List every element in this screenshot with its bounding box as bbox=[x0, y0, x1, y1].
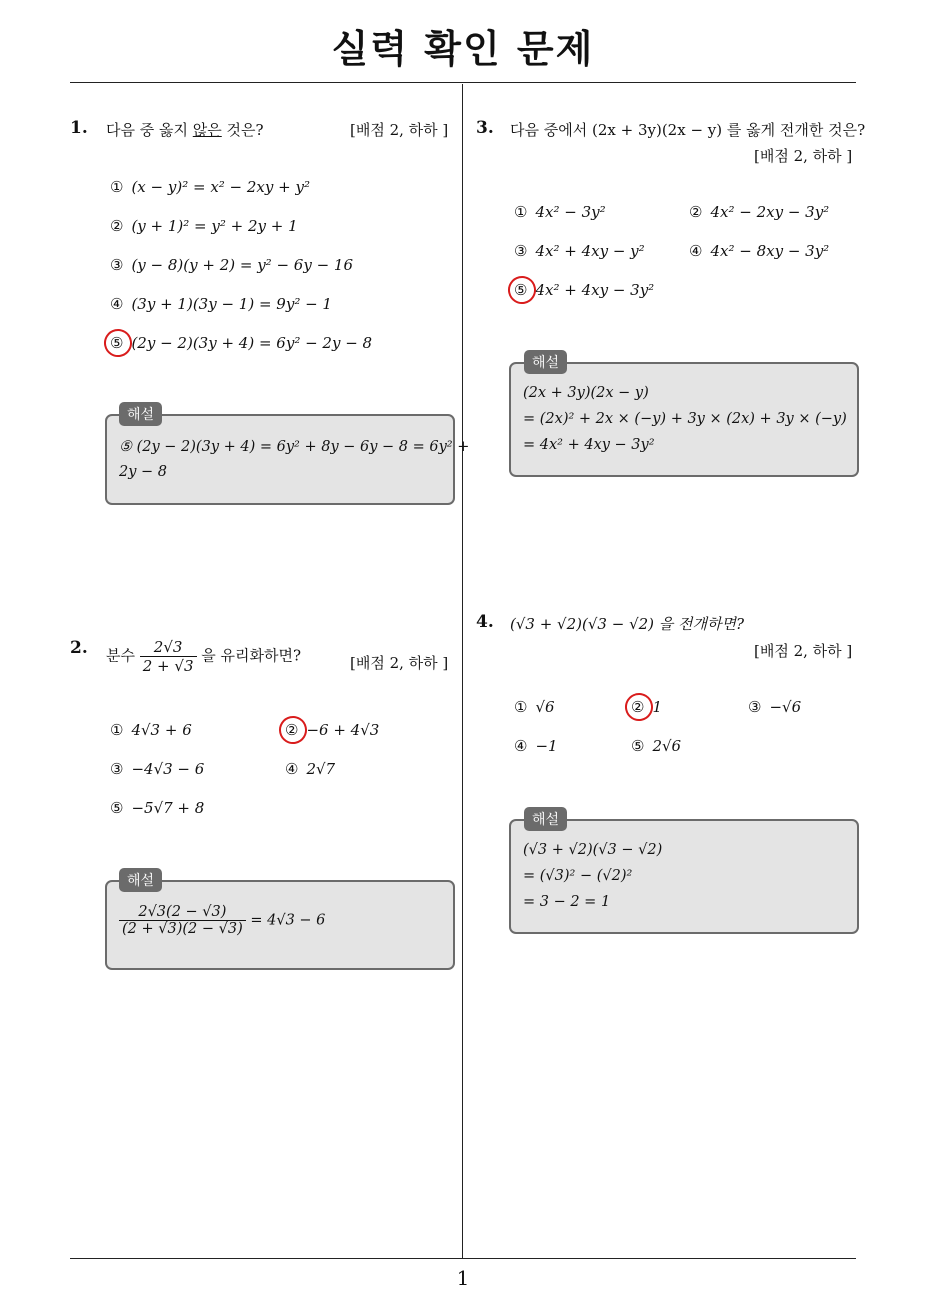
option-2[interactable]: ② (y + 1)² = y² + 2y + 1 bbox=[110, 217, 298, 235]
answer-line: (2x + 3y)(2x − y) bbox=[523, 385, 649, 401]
question-number: 4. bbox=[476, 612, 494, 632]
bottom-divider bbox=[70, 1258, 856, 1259]
answer-circle-mark bbox=[276, 713, 309, 746]
question-text: 다음 중 옳지 않은 것은? bbox=[106, 121, 264, 139]
option-2[interactable]: ② 4x² − 2xy − 3y² bbox=[689, 203, 830, 221]
score-label: [배점 2, 하하 ] bbox=[754, 147, 853, 165]
score-label: [배점 2, 하하 ] bbox=[754, 642, 853, 660]
question-number: 3. bbox=[476, 118, 494, 138]
option-5[interactable]: ⑤ −5√7 + 8 bbox=[110, 799, 205, 817]
answer-box-tag: 해설 bbox=[524, 807, 567, 831]
score-label: [배점 2, 하하 ] bbox=[350, 654, 449, 672]
option-2[interactable]: ② −6 + 4√3 bbox=[285, 721, 380, 739]
option-5[interactable]: ⑤ (2y − 2)(3y + 4) = 6y² − 2y − 8 bbox=[110, 334, 373, 352]
answer-line: = 3 − 2 = 1 bbox=[523, 894, 611, 910]
option-1[interactable]: ① 4x² − 3y² bbox=[514, 203, 606, 221]
answer-box bbox=[105, 880, 455, 970]
score-label: [배점 2, 하하 ] bbox=[350, 121, 449, 139]
option-4[interactable]: ④ 2√7 bbox=[285, 760, 336, 778]
option-4[interactable]: ④ 4x² − 8xy − 3y² bbox=[689, 242, 830, 260]
answer-box-tag: 해설 bbox=[524, 350, 567, 374]
question-number: 2. bbox=[70, 638, 88, 658]
option-3[interactable]: ③ −4√3 − 6 bbox=[110, 760, 205, 778]
answer-line: (√3 + √2)(√3 − √2) bbox=[523, 842, 663, 858]
page-title: 실력 확인 문제 bbox=[331, 27, 595, 71]
option-5[interactable]: ⑤ 2√6 bbox=[631, 737, 682, 755]
option-3[interactable]: ③ −√6 bbox=[748, 698, 802, 716]
column-divider bbox=[462, 84, 463, 1259]
answer-box bbox=[105, 414, 470, 505]
answer-circle-mark bbox=[622, 690, 655, 723]
question-number: 1. bbox=[70, 118, 88, 138]
answer-line: = (2x)² + 2x × (−y) + 3y × (2x) + 3y × (−y) bbox=[523, 411, 847, 427]
answer-line: = (√3)² − (√2)² bbox=[523, 868, 633, 884]
answer-line: 2y − 8 bbox=[119, 464, 168, 480]
answer-box bbox=[509, 362, 859, 477]
answer-line: = 4x² + 4xy − 3y² bbox=[523, 437, 655, 453]
answer-line: $\frac{2√3(2 - √3)}{(2 + √3)(2 - √3)}$ = 4√3 − 6 bbox=[119, 904, 325, 937]
question-text: 분수 $\frac{2√3}{2 + √3}$ 을 유리화하면? bbox=[106, 638, 302, 675]
option-5[interactable]: ⑤ 4x² + 4xy − 3y² bbox=[514, 281, 655, 299]
option-3[interactable]: ③ 4x² + 4xy − y² bbox=[514, 242, 645, 260]
option-2[interactable]: ② 1 bbox=[631, 698, 662, 716]
option-1[interactable]: ① √6 bbox=[514, 698, 555, 716]
answer-line: ⑤ (2y − 2)(3y + 4) = 6y² + 8y − 6y − 8 = 6y² + bbox=[119, 439, 470, 455]
option-1[interactable]: ① 4√3 + 6 bbox=[110, 721, 192, 739]
answer-box-tag: 해설 bbox=[119, 868, 162, 892]
option-3[interactable]: ③ (y − 8)(y + 2) = y² − 6y − 16 bbox=[110, 256, 354, 274]
page-number: 1 bbox=[456, 1266, 470, 1290]
option-4[interactable]: ④ (3y + 1)(3y − 1) = 9y² − 1 bbox=[110, 295, 332, 313]
answer-box-tag: 해설 bbox=[119, 402, 162, 426]
question-text: 다음 중에서 (2x + 3y)(2x − y) 를 옳게 전개한 것은? bbox=[510, 121, 866, 139]
option-4[interactable]: ④ −1 bbox=[514, 737, 558, 755]
option-1[interactable]: ① (x − y)² = x² − 2xy + y² bbox=[110, 178, 310, 196]
answer-box bbox=[509, 819, 859, 934]
top-divider bbox=[70, 82, 856, 83]
answer-circle-mark bbox=[505, 273, 538, 306]
answer-circle-mark bbox=[101, 326, 134, 359]
question-text: (√3 + √2)(√3 − √2) 을 전개하면? bbox=[510, 615, 745, 633]
